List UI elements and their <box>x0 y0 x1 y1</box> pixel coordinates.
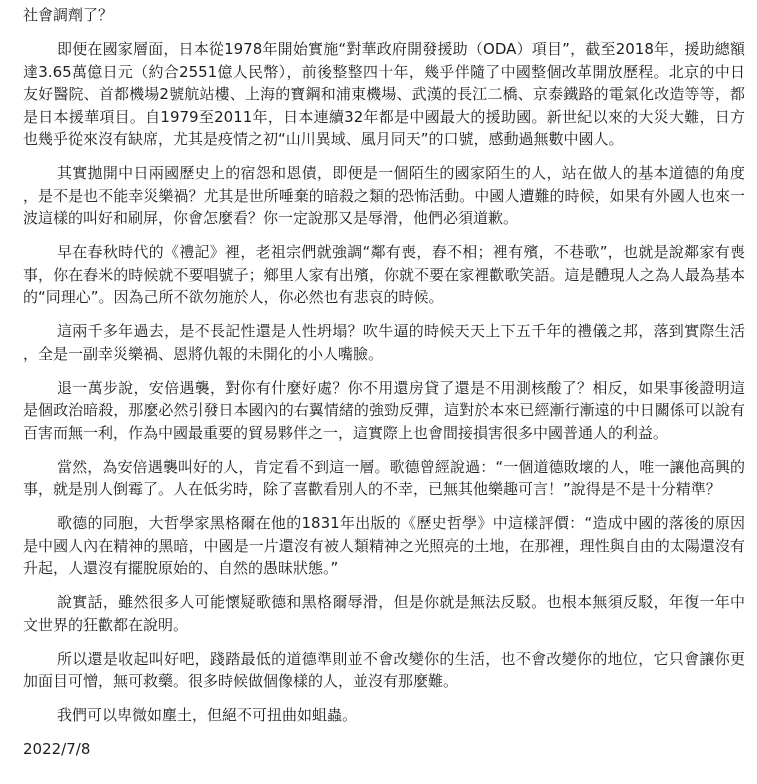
paragraph-5: 這兩千多年過去，是不長記性還是人性坍塌？吹牛逼的時候天天上下五千年的禮儀之邦，落到實際生活，全是一副幸災樂禍、恩將仇報的未開化的小人嘴臉。 <box>23 322 745 363</box>
paragraph-9: 說實話，雖然很多人可能懷疑歌德和黑格爾辱滑，但是你就是無法反駁。也根本無須反駁，年復一年中文世界的狂歡都在說明。 <box>23 593 745 634</box>
paragraph-10: 所以還是收起叫好吧，踐踏最低的道德準則並不會改變你的生活，也不會改變你的地位，它只會讓你更加面目可憎，無可救藥。很多時候做個像樣的人，並沒有那麼難。 <box>23 649 745 690</box>
paragraph-1: 社會調劑了？ <box>23 6 114 24</box>
paragraph-3: 其實拋開中日兩國歷史上的宿怨和恩債，即便是一個陌生的國家陌生的人，站在做人的基本道德的角度，是不是也不能幸災樂禍？尤其是世所唾棄的暗殺之類的恐怖活動。中國人遭難的時候，如果有外國人也來一波這樣的叫好和刷屏，你會怎麼看？你一定說那又是辱滑，他們必須道歉。 <box>23 164 745 227</box>
paragraph-11: 我們可以卑微如塵土，但絕不可扭曲如蛆蟲。 <box>57 706 358 724</box>
post-date: 2022/7/8 <box>23 740 91 758</box>
paragraph-2: 即便在國家層面，日本從1978年開始實施“對華政府開發援助（ODA）項目”，截至2018年，援助總額達3.65萬億日元（約合2551億人民幣），前後整整四十年，幾乎伴隨了中國整個改革開放歷程。北京的中日友好醫院、首都機場2號航站樓、上海的寶鋼和浦東機場、武漢的長江二橋、京泰鐵路的電氣化改造等等，都是日本援華項目。自1979至2011年，日本連續32年都是中國最大的援助國。新世紀以來的大災大難，日方也幾乎從來沒有缺席，尤其是疫情之初“山川異域、風月同天”的口號，感動過無數中國人。 <box>23 40 745 148</box>
paragraph-7: 當然，為安倍遇襲叫好的人，肯定看不到這一層。歌德曾經說過：“一個道德敗壞的人，唯一讓他高興的事，就是別人倒霉了。人在低劣時，除了喜歡看別人的不幸，已無其他樂趣可言！”說得是不是十分精準？ <box>23 457 745 498</box>
paragraph-4: 早在春秋時代的《禮記》裡，老祖宗們就強調“鄰有喪，舂不相；裡有殯，不巷歌”，也就是說鄰家有喪事，你在舂米的時候就不要唱號子；鄉里人家有出殯，你就不要在家裡歡歌笑語。這是體現人之為人最為基本的“同理心”。因為己所不欲勿施於人，你必然也有悲哀的時候。 <box>23 243 745 306</box>
paragraph-8: 歌德的同胞，大哲學家黑格爾在他的1831年出版的《歷史哲學》中這樣評價：“造成中國的落後的原因是中國人內在精神的黑暗，中國是一片還沒有被人類精神之光照亮的土地，在那裡，理性與自由的太陽還沒有升起，人還沒有擺脫原始的、自然的愚昧狀態。” <box>23 514 745 577</box>
paragraph-6: 退一萬步說，安倍遇襲，對你有什麼好處？你不用還房貸了還是不用測核酸了？相反，如果事後證明這是個政治暗殺，那麼必然引發日本國內的右翼情緒的強勁反彈，這對於本來已經漸行漸遠的中日關係可以說有百害而無一利，作為中國最重要的貿易夥伴之一，這實際上也會間接損害很多中國普通人的利益。 <box>23 378 745 442</box>
